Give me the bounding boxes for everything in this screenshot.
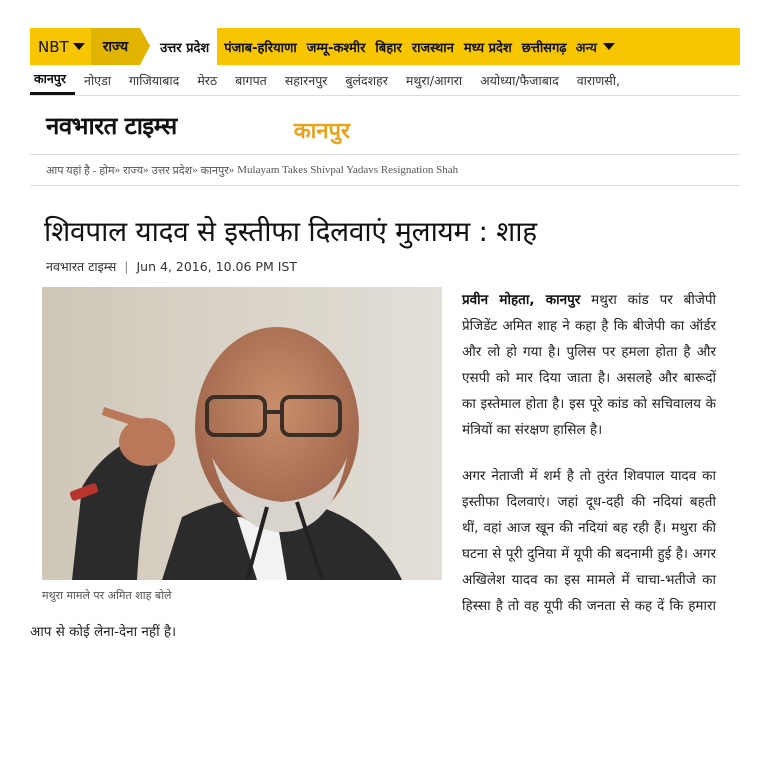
breadcrumb-home[interactable]: होम: [99, 164, 115, 177]
article-source[interactable]: नवभारत टाइम्स: [46, 259, 117, 274]
city-nav-bar: [30, 65, 740, 96]
paragraph-1-text: मथुरा कांड पर बीजेपी प्रेजिडेंट अमित शाह ने कहा है कि बीजेपी का ऑर्डर और लो हो गया है। पुलिस पर हमला होता है और एसपी को मार दिया जाता है। असलहे और बारूदों का इस्तेमाल होता है। इस पूरे कांड को सचिवालय के मंत्रियों का संरक्षण हासिल है।: [462, 292, 717, 438]
image-caption: मथुरा मामले पर अमित शाह बोले: [42, 589, 172, 602]
breadcrumb-current: Mulayam Takes Shivpal Yadavs Resignation Shah: [237, 164, 459, 176]
breadcrumb-uttar-pradesh[interactable]: उत्तर प्रदेश: [151, 164, 193, 177]
city-item-ayodhya-faizabad[interactable]: अयोध्या/फैजाबाद: [480, 72, 559, 88]
breadcrumb-separator: »: [228, 164, 235, 176]
breadcrumb-rajya[interactable]: राज्य: [123, 164, 144, 177]
breadcrumb-prefix: आप यहां है -: [46, 164, 97, 177]
city-item-varanasi[interactable]: वाराणसी,: [576, 72, 620, 88]
city-item-bulandshahr[interactable]: बुलंदशहर: [345, 72, 388, 88]
city-item-meerut[interactable]: मेरठ: [197, 72, 218, 88]
nav-item-bihar[interactable]: बिहार: [375, 40, 402, 56]
article-body: [30, 287, 740, 665]
paragraph-2: अगर नेताजी में शर्म है तो तुरंत शिवपाल यादव का इस्तीफा दिलवाएं। जहां दूध-दही की नदियां बहती थीं, वहां आज खून की नदियां बह रही हैं। मथुरा की घटना से पूरी दुनिया में यूपी की बदनामी हुई है। अगर अखिलेश यादव का इस मामले में चाचा-भतीजे का हिस्सा है तो वह यूपी की जनता से कह दें कि हमारा आप से कोई लेना-देना नहीं है।: [30, 468, 716, 640]
article-date: Jun 4, 2016, 10.06 PM IST: [136, 259, 297, 274]
city-section-title[interactable]: कानपुर: [293, 119, 351, 144]
article-photo[interactable]: [42, 287, 442, 580]
chevron-down-icon: [73, 43, 85, 50]
page: [30, 28, 740, 665]
nav-item-chhattisgarh[interactable]: छत्तीसगढ़: [521, 40, 567, 56]
meta-separator: |: [124, 259, 129, 274]
city-item-noida[interactable]: नोएडा: [84, 72, 112, 88]
breadcrumb: [30, 155, 740, 186]
chevron-down-icon: [603, 43, 615, 50]
article-figure: [42, 287, 442, 603]
site-logo[interactable]: नवभारत टाइम्स: [46, 110, 177, 140]
nbt-label: NBT: [38, 37, 69, 56]
person-pointing-photo-illustration: [42, 287, 442, 580]
city-item-baghpat[interactable]: बागपत: [235, 72, 267, 88]
state-nav-bar: [30, 28, 740, 65]
nav-item-punjab-haryana[interactable]: पंजाब-हरियाणा: [224, 40, 297, 56]
nav-more-label: अन्य: [575, 40, 597, 56]
article-title: शिवपाल यादव से इस्तीफा दिलवाएं मुलायम : शाह: [44, 215, 537, 248]
city-item-mathura-agra[interactable]: मथुरा/आगरा: [405, 72, 463, 88]
breadcrumb-separator: »: [143, 164, 149, 176]
city-item-saharanpur[interactable]: सहारनपुर: [284, 72, 328, 88]
breadcrumb-kanpur[interactable]: कानपुर: [200, 164, 229, 177]
byline: प्रवीन मोहता, कानपुर: [462, 292, 581, 308]
nav-item-uttar-pradesh[interactable]: उत्तर प्रदेश: [140, 28, 217, 65]
nav-item-madhya-pradesh[interactable]: मध्य प्रदेश: [463, 40, 512, 56]
nbt-menu-button[interactable]: [30, 28, 91, 65]
nav-item-jammu-kashmir[interactable]: जम्मू-कश्मीर: [306, 40, 366, 56]
article-meta: [46, 258, 740, 275]
city-item-kanpur[interactable]: कानपुर: [30, 65, 75, 95]
breadcrumb-separator: »: [114, 164, 121, 176]
breadcrumb-separator: »: [192, 164, 198, 176]
nav-more-button[interactable]: [572, 38, 619, 56]
section-rajya[interactable]: राज्य: [91, 28, 140, 65]
city-item-ghaziabad[interactable]: गाजियाबाद: [129, 72, 180, 88]
masthead: [30, 96, 740, 155]
nav-item-rajasthan[interactable]: राजस्थान: [411, 40, 454, 56]
